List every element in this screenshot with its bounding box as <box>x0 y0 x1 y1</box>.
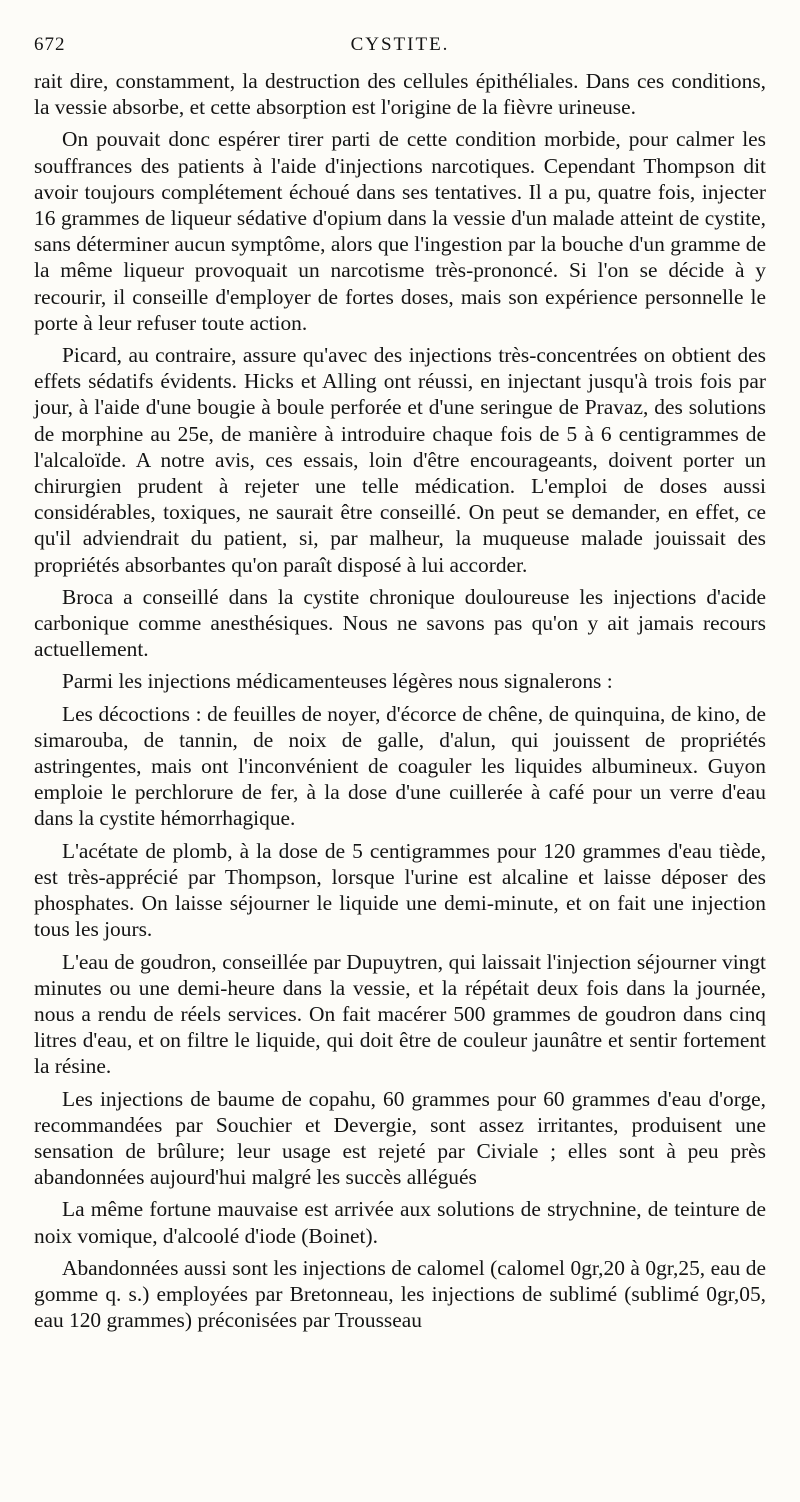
page-number: 672 <box>34 34 66 55</box>
paragraph-picard: Picard, au contraire, assure qu'avec des injections très-concentrées on obtient des effets sédatifs évidents. Hicks et Alling ont réussi, en injectant jusqu'à trois fois par jour, à l'aide d'une bougie à boule perforée et d'une seringue de Pravaz, des solutions de morphine au 25e, de manière à introduire chaque fois de 5 à 6 centigrammes de l'alcaloïde. A notre avis, ces essais, loin d'être encourageants, doivent porter un chirurgien prudent à rejeter une telle médication. L'emploi de doses aussi considérables, toxiques, ne saurait être conseillé. On peut se demander, en effet, ce qu'il adviendrait du patient, si, par malheur, la muqueuse malade jouissait des propriétés absorbantes qu'on paraît disposé à lui accorder. <box>34 343 766 577</box>
paragraph-narcotic-injections: On pouvait donc espérer tirer parti de cette condition morbide, pour calmer les souffrances des patients à l'aide d'injections narcotiques. Cependant Thompson dit avoir toujours complétement échoué dans ses tentatives. Il a pu, quatre fois, injecter 16 grammes de liqueur sédative d'opium dans la vessie d'un malade atteint de cystite, sans déterminer aucun symptôme, alors que l'ingestion par la bouche d'un gramme de la même liqueur provoquait un narcotisme très-prononcé. Si l'on se décide à y recourir, il conseille d'employer de fortes doses, mais son expérience personnelle le porte à leur refuser toute action. <box>34 127 766 335</box>
paragraph-light-injections: Parmi les injections médicamenteuses légères nous signalerons : <box>62 669 613 694</box>
body-text <box>34 68 766 1333</box>
page-header <box>34 28 766 68</box>
paragraph-strychnine: La même fortune mauvaise est arrivée aux solutions de strychnine, de teinture de noix vomique, d'alcoolé d'iode (Boinet). <box>34 1197 766 1248</box>
paragraph-continuation: rait dire, constamment, la destruction des cellules épithéliales. Dans ces conditions, la vessie absorbe, et cette absorption est l'origine de la fièvre urineuse. <box>34 69 766 120</box>
paragraph-calomel: Abandonnées aussi sont les injections de calomel (calomel 0gr,20 à 0gr,25, eau de gomme q. s.) employées par Bretonneau, les injections de sublimé (sublimé 0gr,05, eau 120 grammes) préconisées par Trousseau <box>34 1255 766 1333</box>
paragraph-decoctions: Les décoctions : de feuilles de noyer, d'écorce de chêne, de quinquina, de kino, de simarouba, de tannin, de noix de galle, d'alun, qui jouissent de propriétés astringentes, mais ont l'inconvénient de coaguler les liquides albumineux. Guyon emploie le perchlorure de fer, à la dose d'une cuillerée à café pour un verre d'eau dans la cystite hémorrhagique. <box>34 701 766 831</box>
paragraph-tar-water: L'eau de goudron, conseillée par Dupuytren, qui laissait l'injection séjourner vingt minutes ou une demi-heure dans la vessie, et la répétait deux fois dans la journée, nous a rendu de réels services. On fait macérer 500 grammes de goudron dans cinq litres d'eau, et on filtre le liquide, qui doit être de couleur jaunâtre et sentir fortement la résine. <box>34 949 766 1079</box>
paragraph-broca: Broca a conseillé dans la cystite chronique douloureuse les injections d'acide carbonique comme anesthésiques. Nous ne savons pas qu'on y ait jamais recours actuellement. <box>34 584 766 662</box>
running-title: CYSTITE. <box>350 34 450 55</box>
paragraph-lead-acetate: L'acétate de plomb, à la dose de 5 centigrammes pour 120 grammes d'eau tiède, est très-apprécié par Thompson, lorsque l'urine est alcaline et laisse déposer des phosphates. On laisse séjourner le liquide une demi-minute, et on fait une injection tous les jours. <box>34 838 766 942</box>
paragraph-copaiba: Les injections de baume de copahu, 60 grammes pour 60 grammes d'eau d'orge, recommandées par Souchier et Devergie, sont assez irritantes, produisent une sensation de brûlure; leur usage est rejeté par Civiale ; elles sont à peu près abandonnées aujourd'hui malgré les succès allégués <box>34 1086 766 1190</box>
